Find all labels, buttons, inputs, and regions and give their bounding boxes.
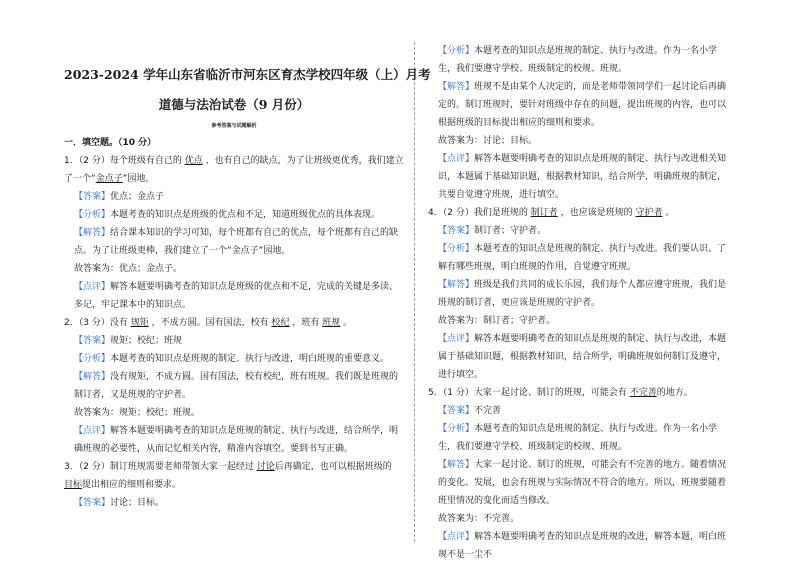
q3-answer: 【答案】讨论；目标。 [74,498,165,508]
question-1-line2: 了一个“金点子”园地。 [64,174,155,184]
q1-analysis: 【分析】本题考查的知识点是班级的优点和不足，知道班级优点的具体表现。 [74,210,381,220]
q2-analysis: 【分析】本题考查的知识点是班规的制定、执行与改进，明白班规的重要意义。 [74,354,390,364]
reference-heading: 参考答案与试题解析 [211,123,257,129]
q3-solution: 【解答】班规不是由某个人决定的，而是老师带领同学们一起讨论后再确定的。制订班规时，要针对班级中存在的问题，提出班规的内容，也可以根据班级的目标提出相应的细则和要求。 [438,82,727,128]
question-3: 3．（2 分）制订班规需要老师带领大家一起经过 讨论后再确定，也可以根据班级的 [64,462,392,472]
q1-final: 故答案为：优点；金点子。 [74,264,183,274]
q5-final: 故答案为：不完善。 [438,514,520,524]
q4-answer: 【答案】制订者；守护者。 [438,226,547,236]
left-column [64,64,431,512]
column-divider [414,42,415,542]
q4-final: 故答案为：制订者；守护者。 [438,316,556,326]
question-4: 4．（2 分）我们是班规的 制订者 ，也应该是班规的 守护者 。 [428,208,675,218]
q4-comment: 【点评】解答本题要明确考查的知识点是班规的制定、执行与改进，本题属于基础知识题，根据教材知识，结合所学，明确班规如何制订及遵守，进行填空。 [438,334,727,380]
q4-solution: 【解答】班级是我们共同的成长乐园，我们每个人都应遵守班规，我们是班规的制订者，更应该是班规的守护者。 [438,280,727,308]
q3-final: 故答案为：讨论；目标。 [438,136,538,146]
right-column [428,42,728,564]
page-subtitle: 道德与法治试卷（9 月份） [158,97,310,112]
question-1: 1．（2 分）每个班级有自己的 优点 ，也有自己的缺点，为了让班级更优秀，我们建立 [64,156,404,166]
q4-analysis: 【分析】本题考查的知识点是班规的制定、执行与改进。我们要认识、了解有哪些班规，明白班规的作用，自觉遵守班规。 [438,244,727,272]
q5-analysis: 【分析】本题考查的知识点是班规的制定、执行与改进。作为一名小学生，我们要遵守学校、班级制定的校规、班规。 [438,424,718,452]
question-3-line2: 目标提出相应的细则和要求。 [64,480,182,490]
q3-comment: 【点评】解答本题要明确考查的知识点是班规的制定、执行与改进相关知识，本题属于基础知识题，根据教材知识，结合所学，明确班规的制定，共要自觉遵守班规，进行填空。 [438,154,727,200]
q2-answer: 【答案】规矩；校纪；班规 [74,336,183,346]
q2-final: 故答案为：规矩；校纪；班规。 [74,408,201,418]
q1-solution: 【解答】结合课本知识的学习可知，每个班都有自己的优点，每个班都有自己的缺点。为了让班级更棒，我们建立了一个“金点子”园地。 [74,228,399,256]
q2-solution: 【解答】没有规矩，不成方圆。国有国法，校有校纪，班有班规。我们既是班规的制订者，又是班规的守护者。 [74,372,399,400]
q1-answer: 【答案】优点；金点子 [74,192,165,202]
q5-solution: 【解答】大家一起讨论、制订的班规，可能会有不完善的地方。随着情况的变化、发展，也会有班规与实际情况不符合的地方。所以，班规要随着班里情况的变化而适当修改。 [438,460,727,506]
q3-analysis: 【分析】本题考查的知识点是班规的制定、执行与改进。作为一名小学生，我们要遵守学校、班级制定的校规、班规。 [438,46,718,74]
page-title: 2023-2024 学年山东省临沂市河东区育杰学校四年级（上）月考 [64,67,431,82]
question-5: 5．（1 分）大家一起讨论、制订的班规，可能会有 不完善的地方。 [428,388,693,398]
q5-answer: 【答案】不完善 [438,406,502,416]
section-heading: 一．填空题。（10 分） [64,138,157,148]
q5-comment: 【点评】解答本题要明确考查的知识点是班规的改进，解答本题，明白班规不是一尘不 [438,532,727,560]
q2-comment: 【点评】解答本题要明确考查的知识点是班规的制定、执行与改进，结合所学，明确班规的必要性，从而记忆相关内容，精准内容填空。要到书写正确。 [74,426,399,454]
q1-comment: 【点评】解答本题要明确考查的知识点是班级的优点和不足，完成的关键是多读、多记，牢记课本中的知识点。 [74,282,399,310]
question-2: 2．（3 分）没有 规矩 ，不成方圆。国有国法，校有 校纪 ，班有 班规 。 [64,318,353,328]
